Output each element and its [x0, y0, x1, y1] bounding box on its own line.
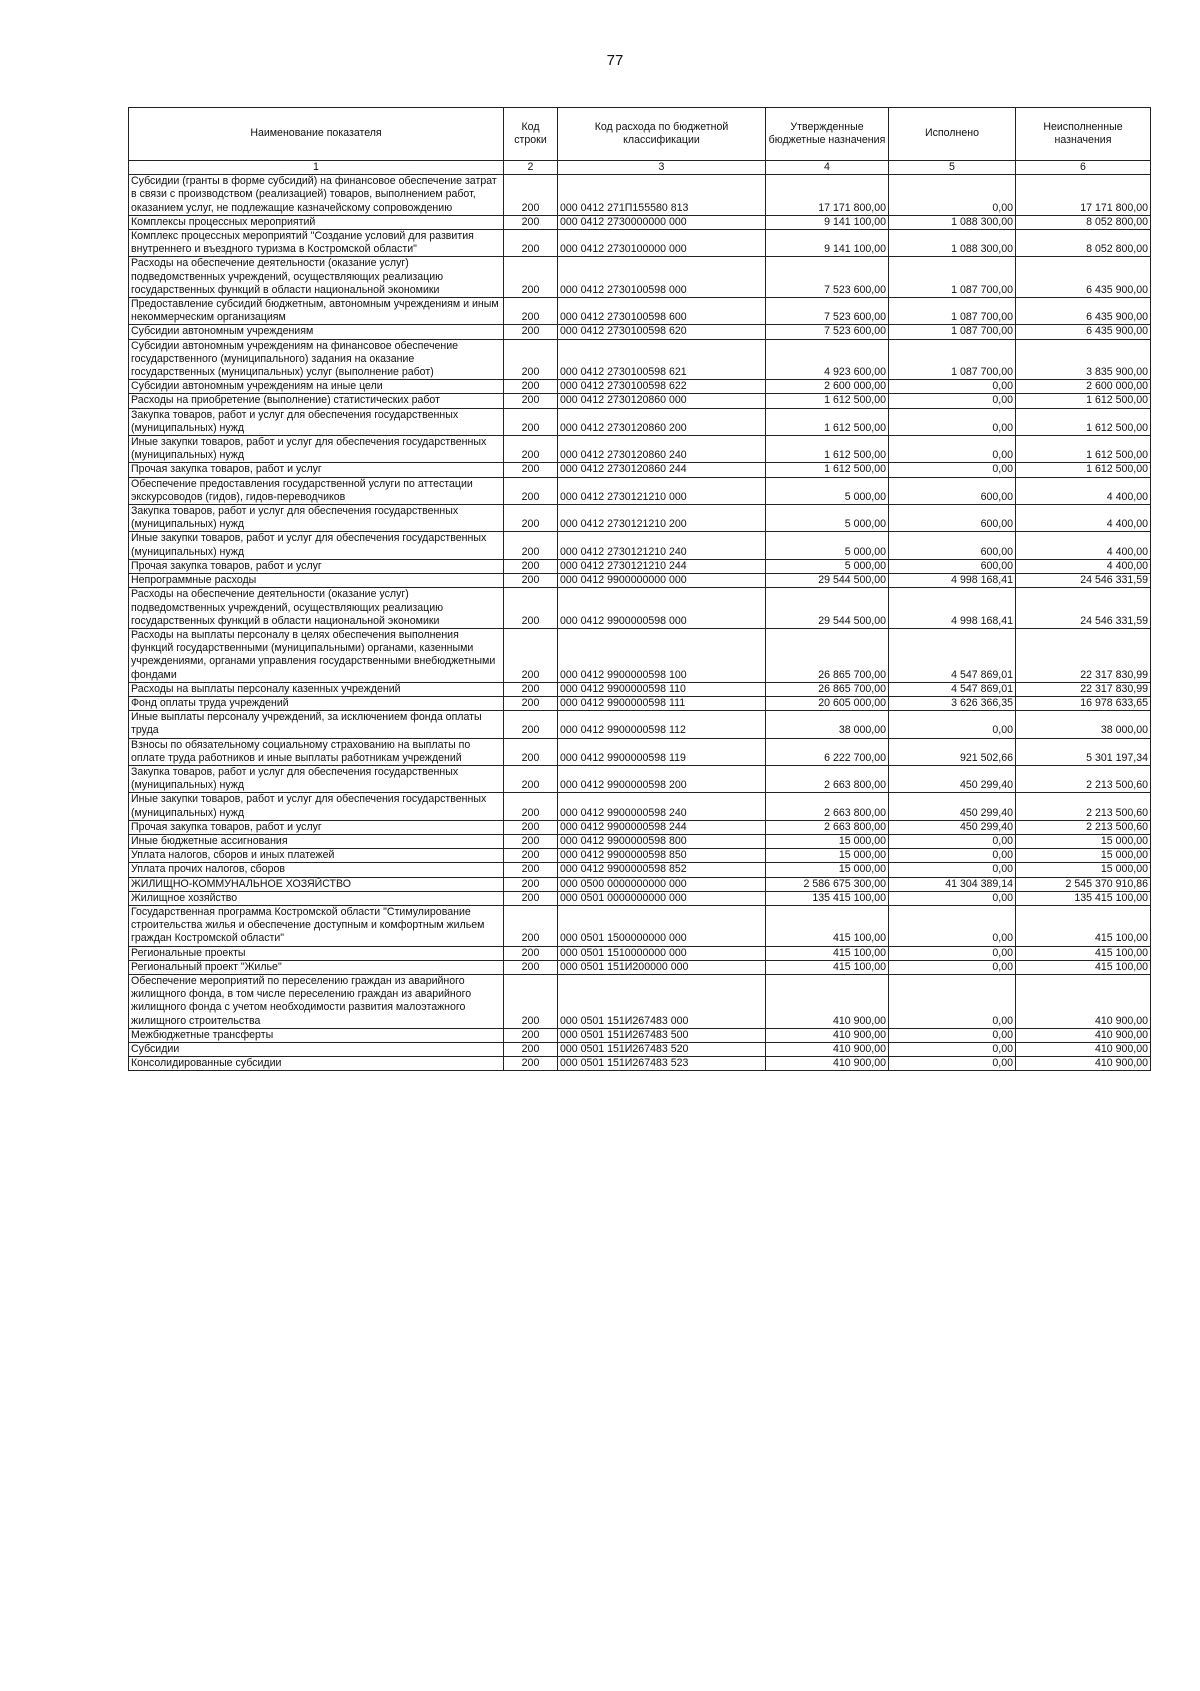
- row-executed: 921 502,66: [889, 738, 1016, 765]
- row-line-code: 200: [504, 175, 558, 216]
- row-name: Уплата налогов, сборов и иных платежей: [129, 849, 504, 863]
- row-budget-code: 000 0412 2730100598 622: [558, 380, 766, 394]
- row-name: Субсидии: [129, 1043, 504, 1057]
- row-approved: 7 523 600,00: [766, 257, 889, 298]
- row-executed: 0,00: [889, 175, 1016, 216]
- row-name: Консолидированные субсидии: [129, 1057, 504, 1071]
- row-unexecuted: 5 301 197,34: [1016, 738, 1151, 765]
- row-name: Субсидии автономным учреждениям: [129, 325, 504, 339]
- row-executed: 0,00: [889, 1043, 1016, 1057]
- table-row: [129, 477, 1151, 504]
- table-row: [129, 738, 1151, 765]
- row-budget-code: 000 0412 9900000598 800: [558, 834, 766, 848]
- row-line-code: 200: [504, 1057, 558, 1071]
- row-line-code: 200: [504, 408, 558, 435]
- row-name: Фонд оплаты труда учреждений: [129, 696, 504, 710]
- table-row: [129, 574, 1151, 588]
- row-executed: 4 547 869,01: [889, 628, 1016, 682]
- row-name: Региональные проекты: [129, 946, 504, 960]
- row-unexecuted: 1 612 500,00: [1016, 394, 1151, 408]
- row-executed: 450 299,40: [889, 820, 1016, 834]
- table-row: [129, 849, 1151, 863]
- table-row: [129, 380, 1151, 394]
- table-row: [129, 257, 1151, 298]
- table-row: [129, 298, 1151, 325]
- row-executed: 0,00: [889, 1028, 1016, 1042]
- row-approved: 410 900,00: [766, 1057, 889, 1071]
- row-budget-code: 000 0501 151И267483 000: [558, 974, 766, 1028]
- row-approved: 2 600 000,00: [766, 380, 889, 394]
- row-line-code: 200: [504, 230, 558, 257]
- row-executed: 0,00: [889, 394, 1016, 408]
- row-executed: 0,00: [889, 960, 1016, 974]
- row-name: Иные бюджетные ассигнования: [129, 834, 504, 848]
- table-row: [129, 628, 1151, 682]
- row-unexecuted: 4 400,00: [1016, 532, 1151, 559]
- row-line-code: 200: [504, 711, 558, 738]
- row-line-code: 200: [504, 793, 558, 820]
- table-row: [129, 436, 1151, 463]
- row-executed: 0,00: [889, 974, 1016, 1028]
- row-unexecuted: 4 400,00: [1016, 505, 1151, 532]
- table-row: [129, 408, 1151, 435]
- row-name: Субсидии автономным учреждениям на финансовое обеспечение государственного (муниципального) задания на оказание государственных (муниципальных) услуг (выполнение работ): [129, 339, 504, 380]
- row-executed: 1 087 700,00: [889, 257, 1016, 298]
- row-name: Комплексы процессных мероприятий: [129, 215, 504, 229]
- table-row: [129, 463, 1151, 477]
- row-name: Обеспечение мероприятий по переселению граждан из аварийного жилищного фонда, в том числе переселению граждан из аварийного жилищного фонда с учетом необходимости развития малоэтажного жилищного строительства: [129, 974, 504, 1028]
- row-approved: 20 605 000,00: [766, 696, 889, 710]
- row-budget-code: 000 0412 2730121210 244: [558, 559, 766, 573]
- row-budget-code: 000 0501 151И267483 523: [558, 1057, 766, 1071]
- table-row: [129, 230, 1151, 257]
- row-approved: 15 000,00: [766, 849, 889, 863]
- row-budget-code: 000 0412 9900000598 110: [558, 682, 766, 696]
- row-unexecuted: 8 052 800,00: [1016, 230, 1151, 257]
- row-line-code: 200: [504, 1028, 558, 1042]
- row-unexecuted: 410 900,00: [1016, 974, 1151, 1028]
- row-approved: 6 222 700,00: [766, 738, 889, 765]
- row-executed: 4 998 168,41: [889, 588, 1016, 629]
- row-line-code: 200: [504, 974, 558, 1028]
- row-line-code: 200: [504, 257, 558, 298]
- row-approved: 7 523 600,00: [766, 298, 889, 325]
- row-line-code: 200: [504, 682, 558, 696]
- row-name: Межбюджетные трансферты: [129, 1028, 504, 1042]
- row-unexecuted: 17 171 800,00: [1016, 175, 1151, 216]
- row-budget-code: 000 0412 9900000598 000: [558, 588, 766, 629]
- row-line-code: 200: [504, 765, 558, 792]
- row-name: Расходы на приобретение (выполнение) статистических работ: [129, 394, 504, 408]
- row-budget-code: 000 0412 2730100598 000: [558, 257, 766, 298]
- table-row: [129, 1043, 1151, 1057]
- row-budget-code: 000 0412 2730100598 620: [558, 325, 766, 339]
- row-budget-code: 000 0412 9900000598 100: [558, 628, 766, 682]
- row-approved: 29 544 500,00: [766, 588, 889, 629]
- row-budget-code: 000 0412 2730120860 240: [558, 436, 766, 463]
- row-unexecuted: 38 000,00: [1016, 711, 1151, 738]
- row-budget-code: 000 0412 2730100598 600: [558, 298, 766, 325]
- row-line-code: 200: [504, 532, 558, 559]
- row-executed: 4 547 869,01: [889, 682, 1016, 696]
- row-name: Закупка товаров, работ и услуг для обеспечения государственных (муниципальных) нужд: [129, 505, 504, 532]
- row-budget-code: 000 0412 271П155580 813: [558, 175, 766, 216]
- row-line-code: 200: [504, 298, 558, 325]
- row-unexecuted: 4 400,00: [1016, 559, 1151, 573]
- row-approved: 415 100,00: [766, 960, 889, 974]
- row-budget-code: 000 0501 151И267483 520: [558, 1043, 766, 1057]
- row-unexecuted: 2 213 500,60: [1016, 820, 1151, 834]
- row-name: Расходы на выплаты персоналу в целях обеспечения выполнения функций государственными (муниципальными) органами, казенными учреждениями, органами управления государственными внебюджетными фондами: [129, 628, 504, 682]
- row-budget-code: 000 0501 151И267483 500: [558, 1028, 766, 1042]
- row-budget-code: 000 0412 2730100598 621: [558, 339, 766, 380]
- row-approved: 1 612 500,00: [766, 436, 889, 463]
- table-row: [129, 505, 1151, 532]
- row-executed: 0,00: [889, 436, 1016, 463]
- row-unexecuted: 415 100,00: [1016, 946, 1151, 960]
- row-executed: 0,00: [889, 905, 1016, 946]
- row-budget-code: 000 0412 9900000598 200: [558, 765, 766, 792]
- row-name: Региональный проект "Жилье": [129, 960, 504, 974]
- column-numbers-row: [129, 161, 1151, 175]
- row-unexecuted: 2 600 000,00: [1016, 380, 1151, 394]
- row-budget-code: 000 0412 2730120860 200: [558, 408, 766, 435]
- row-line-code: 200: [504, 215, 558, 229]
- row-budget-code: 000 0412 9900000000 000: [558, 574, 766, 588]
- row-unexecuted: 15 000,00: [1016, 849, 1151, 863]
- column-number: 4: [766, 161, 889, 175]
- row-budget-code: 000 0501 0000000000 000: [558, 891, 766, 905]
- table-row: [129, 960, 1151, 974]
- row-name: Расходы на обеспечение деятельности (оказание услуг) подведомственных учреждений, осуществляющих реализацию государственных функций в области национальной экономики: [129, 588, 504, 629]
- row-budget-code: 000 0412 9900000598 852: [558, 863, 766, 877]
- row-unexecuted: 3 835 900,00: [1016, 339, 1151, 380]
- row-executed: 4 998 168,41: [889, 574, 1016, 588]
- row-name: Обеспечение предоставления государственной услуги по аттестации экскурсоводов (гидов), гидов-переводчиков: [129, 477, 504, 504]
- row-line-code: 200: [504, 477, 558, 504]
- row-unexecuted: 15 000,00: [1016, 863, 1151, 877]
- table-row: [129, 1028, 1151, 1042]
- row-executed: 600,00: [889, 477, 1016, 504]
- table-body: [129, 175, 1151, 1071]
- row-executed: 41 304 389,14: [889, 877, 1016, 891]
- row-name: Прочая закупка товаров, работ и услуг: [129, 820, 504, 834]
- table-row: [129, 588, 1151, 629]
- row-executed: 600,00: [889, 505, 1016, 532]
- row-approved: 415 100,00: [766, 905, 889, 946]
- table-row: [129, 820, 1151, 834]
- row-executed: 0,00: [889, 834, 1016, 848]
- row-unexecuted: 22 317 830,99: [1016, 682, 1151, 696]
- row-unexecuted: 2 213 500,60: [1016, 793, 1151, 820]
- row-unexecuted: 8 052 800,00: [1016, 215, 1151, 229]
- row-approved: 38 000,00: [766, 711, 889, 738]
- row-executed: 600,00: [889, 532, 1016, 559]
- table-row: [129, 891, 1151, 905]
- row-line-code: 200: [504, 738, 558, 765]
- table-row: [129, 765, 1151, 792]
- row-budget-code: 000 0412 9900000598 240: [558, 793, 766, 820]
- row-executed: 0,00: [889, 408, 1016, 435]
- row-executed: 1 087 700,00: [889, 298, 1016, 325]
- row-line-code: 200: [504, 877, 558, 891]
- row-name: Закупка товаров, работ и услуг для обеспечения государственных (муниципальных) нужд: [129, 408, 504, 435]
- row-name: Предоставление субсидий бюджетным, автономным учреждениям и иным некоммерческим организациям: [129, 298, 504, 325]
- column-number: 3: [558, 161, 766, 175]
- row-approved: 9 141 100,00: [766, 215, 889, 229]
- row-line-code: 200: [504, 394, 558, 408]
- row-unexecuted: 415 100,00: [1016, 905, 1151, 946]
- row-executed: 1 088 300,00: [889, 215, 1016, 229]
- row-name: Иные выплаты персоналу учреждений, за исключением фонда оплаты труда: [129, 711, 504, 738]
- page-number: 77: [606, 52, 624, 69]
- row-name: Иные закупки товаров, работ и услуг для обеспечения государственных (муниципальных) нужд: [129, 532, 504, 559]
- row-approved: 15 000,00: [766, 863, 889, 877]
- row-executed: 0,00: [889, 711, 1016, 738]
- row-line-code: 200: [504, 325, 558, 339]
- row-budget-code: 000 0412 2730120860 244: [558, 463, 766, 477]
- table-row: [129, 974, 1151, 1028]
- row-line-code: 200: [504, 1043, 558, 1057]
- row-executed: 0,00: [889, 863, 1016, 877]
- table-row: [129, 1057, 1151, 1071]
- row-budget-code: 000 0412 2730121210 000: [558, 477, 766, 504]
- row-executed: 450 299,40: [889, 765, 1016, 792]
- header-line-code: Код строки: [504, 108, 558, 161]
- row-unexecuted: 2 545 370 910,86: [1016, 877, 1151, 891]
- row-name: Расходы на выплаты персоналу казенных учреждений: [129, 682, 504, 696]
- row-line-code: 200: [504, 696, 558, 710]
- row-budget-code: 000 0412 2730121210 200: [558, 505, 766, 532]
- column-number: 1: [129, 161, 504, 175]
- row-unexecuted: 410 900,00: [1016, 1043, 1151, 1057]
- row-budget-code: 000 0412 2730121210 240: [558, 532, 766, 559]
- header-approved: Утвержденные бюджетные назначения: [766, 108, 889, 161]
- row-name: Уплата прочих налогов, сборов: [129, 863, 504, 877]
- row-name: ЖИЛИЩНО-КОММУНАЛЬНОЕ ХОЗЯЙСТВО: [129, 877, 504, 891]
- column-number: 2: [504, 161, 558, 175]
- row-approved: 2 586 675 300,00: [766, 877, 889, 891]
- row-executed: 0,00: [889, 946, 1016, 960]
- row-budget-code: 000 0412 9900000598 119: [558, 738, 766, 765]
- row-budget-code: 000 0412 2730000000 000: [558, 215, 766, 229]
- table-row: [129, 215, 1151, 229]
- header-executed: Исполнено: [889, 108, 1016, 161]
- row-line-code: 200: [504, 463, 558, 477]
- row-line-code: 200: [504, 849, 558, 863]
- column-number: 6: [1016, 161, 1151, 175]
- table-row: [129, 877, 1151, 891]
- row-budget-code: 000 0412 9900000598 244: [558, 820, 766, 834]
- row-name: Комплекс процессных мероприятий "Создание условий для развития внутреннего и въездного туризма в Костромской области": [129, 230, 504, 257]
- row-approved: 5 000,00: [766, 559, 889, 573]
- row-line-code: 200: [504, 905, 558, 946]
- row-unexecuted: 4 400,00: [1016, 477, 1151, 504]
- row-approved: 5 000,00: [766, 505, 889, 532]
- row-name: Взносы по обязательному социальному страхованию на выплаты по оплате труда работников и иные выплаты работникам учреждений: [129, 738, 504, 765]
- row-executed: 0,00: [889, 891, 1016, 905]
- row-line-code: 200: [504, 436, 558, 463]
- row-approved: 1 612 500,00: [766, 394, 889, 408]
- row-approved: 26 865 700,00: [766, 682, 889, 696]
- row-executed: 1 087 700,00: [889, 339, 1016, 380]
- row-unexecuted: 410 900,00: [1016, 1028, 1151, 1042]
- row-unexecuted: 24 546 331,59: [1016, 574, 1151, 588]
- row-executed: 1 088 300,00: [889, 230, 1016, 257]
- row-unexecuted: 410 900,00: [1016, 1057, 1151, 1071]
- row-line-code: 200: [504, 891, 558, 905]
- table-row: [129, 394, 1151, 408]
- row-executed: 450 299,40: [889, 793, 1016, 820]
- row-line-code: 200: [504, 960, 558, 974]
- row-name: Иные закупки товаров, работ и услуг для обеспечения государственных (муниципальных) нужд: [129, 793, 504, 820]
- row-line-code: 200: [504, 834, 558, 848]
- row-approved: 2 663 800,00: [766, 765, 889, 792]
- row-line-code: 200: [504, 559, 558, 573]
- row-line-code: 200: [504, 946, 558, 960]
- header-name: Наименование показателя: [129, 108, 504, 161]
- row-line-code: 200: [504, 380, 558, 394]
- table-row: [129, 834, 1151, 848]
- table-row: [129, 946, 1151, 960]
- row-name: Субсидии (гранты в форме субсидий) на финансовое обеспечение затрат в связи с производством (реализацией) товаров, выполнением работ, оказанием услуг, не подлежащие казначейскому сопровождению: [129, 175, 504, 216]
- table-row: [129, 175, 1151, 216]
- row-unexecuted: 135 415 100,00: [1016, 891, 1151, 905]
- row-approved: 410 900,00: [766, 1028, 889, 1042]
- row-approved: 410 900,00: [766, 974, 889, 1028]
- row-unexecuted: 6 435 900,00: [1016, 298, 1151, 325]
- column-number: 5: [889, 161, 1016, 175]
- row-budget-code: 000 0412 2730100000 000: [558, 230, 766, 257]
- row-approved: 15 000,00: [766, 834, 889, 848]
- row-budget-code: 000 0501 1510000000 000: [558, 946, 766, 960]
- row-line-code: 200: [504, 574, 558, 588]
- header-budget-code: Код расхода по бюджетной классификации: [558, 108, 766, 161]
- table-row: [129, 339, 1151, 380]
- row-approved: 410 900,00: [766, 1043, 889, 1057]
- row-name: Расходы на обеспечение деятельности (оказание услуг) подведомственных учреждений, осуществляющих реализацию государственных функций в области национальной экономики: [129, 257, 504, 298]
- table-row: [129, 559, 1151, 573]
- row-approved: 17 171 800,00: [766, 175, 889, 216]
- table-header-row: [129, 108, 1151, 161]
- row-approved: 7 523 600,00: [766, 325, 889, 339]
- row-unexecuted: 15 000,00: [1016, 834, 1151, 848]
- row-approved: 415 100,00: [766, 946, 889, 960]
- row-approved: 135 415 100,00: [766, 891, 889, 905]
- row-unexecuted: 1 612 500,00: [1016, 463, 1151, 477]
- table-row: [129, 532, 1151, 559]
- row-line-code: 200: [504, 628, 558, 682]
- row-name: Жилищное хозяйство: [129, 891, 504, 905]
- row-approved: 5 000,00: [766, 477, 889, 504]
- row-approved: 2 663 800,00: [766, 820, 889, 834]
- row-budget-code: 000 0412 9900000598 111: [558, 696, 766, 710]
- budget-execution-table: [128, 107, 1151, 1071]
- header-unexecuted: Неисполненные назначения: [1016, 108, 1151, 161]
- row-executed: 600,00: [889, 559, 1016, 573]
- row-budget-code: 000 0412 9900000598 850: [558, 849, 766, 863]
- table-row: [129, 793, 1151, 820]
- table-row: [129, 711, 1151, 738]
- row-executed: 3 626 366,35: [889, 696, 1016, 710]
- row-name: Субсидии автономным учреждениям на иные цели: [129, 380, 504, 394]
- row-executed: 1 087 700,00: [889, 325, 1016, 339]
- table-row: [129, 325, 1151, 339]
- row-budget-code: 000 0412 2730120860 000: [558, 394, 766, 408]
- row-name: Государственная программа Костромской области "Стимулирование строительства жилья и обеспечение доступным и комфортным жильем граждан Костромской области": [129, 905, 504, 946]
- table-row: [129, 905, 1151, 946]
- row-name: Иные закупки товаров, работ и услуг для обеспечения государственных (муниципальных) нужд: [129, 436, 504, 463]
- row-executed: 0,00: [889, 463, 1016, 477]
- row-line-code: 200: [504, 863, 558, 877]
- row-line-code: 200: [504, 588, 558, 629]
- table-row: [129, 682, 1151, 696]
- row-unexecuted: 2 213 500,60: [1016, 765, 1151, 792]
- row-budget-code: 000 0501 151И200000 000: [558, 960, 766, 974]
- row-approved: 2 663 800,00: [766, 793, 889, 820]
- row-approved: 9 141 100,00: [766, 230, 889, 257]
- row-approved: 5 000,00: [766, 532, 889, 559]
- row-name: Прочая закупка товаров, работ и услуг: [129, 463, 504, 477]
- row-budget-code: 000 0500 0000000000 000: [558, 877, 766, 891]
- row-unexecuted: 24 546 331,59: [1016, 588, 1151, 629]
- row-approved: 29 544 500,00: [766, 574, 889, 588]
- row-unexecuted: 6 435 900,00: [1016, 325, 1151, 339]
- row-executed: 0,00: [889, 849, 1016, 863]
- row-approved: 26 865 700,00: [766, 628, 889, 682]
- row-line-code: 200: [504, 820, 558, 834]
- row-unexecuted: 1 612 500,00: [1016, 408, 1151, 435]
- row-approved: 4 923 600,00: [766, 339, 889, 380]
- row-executed: 0,00: [889, 1057, 1016, 1071]
- row-name: Прочая закупка товаров, работ и услуг: [129, 559, 504, 573]
- row-unexecuted: 1 612 500,00: [1016, 436, 1151, 463]
- row-budget-code: 000 0412 9900000598 112: [558, 711, 766, 738]
- row-approved: 1 612 500,00: [766, 408, 889, 435]
- row-name: Непрограммные расходы: [129, 574, 504, 588]
- row-unexecuted: 16 978 633,65: [1016, 696, 1151, 710]
- row-line-code: 200: [504, 505, 558, 532]
- row-unexecuted: 22 317 830,99: [1016, 628, 1151, 682]
- row-approved: 1 612 500,00: [766, 463, 889, 477]
- row-unexecuted: 6 435 900,00: [1016, 257, 1151, 298]
- row-line-code: 200: [504, 339, 558, 380]
- row-name: Закупка товаров, работ и услуг для обеспечения государственных (муниципальных) нужд: [129, 765, 504, 792]
- row-budget-code: 000 0501 1500000000 000: [558, 905, 766, 946]
- row-unexecuted: 415 100,00: [1016, 960, 1151, 974]
- row-executed: 0,00: [889, 380, 1016, 394]
- table-row: [129, 863, 1151, 877]
- table-row: [129, 696, 1151, 710]
